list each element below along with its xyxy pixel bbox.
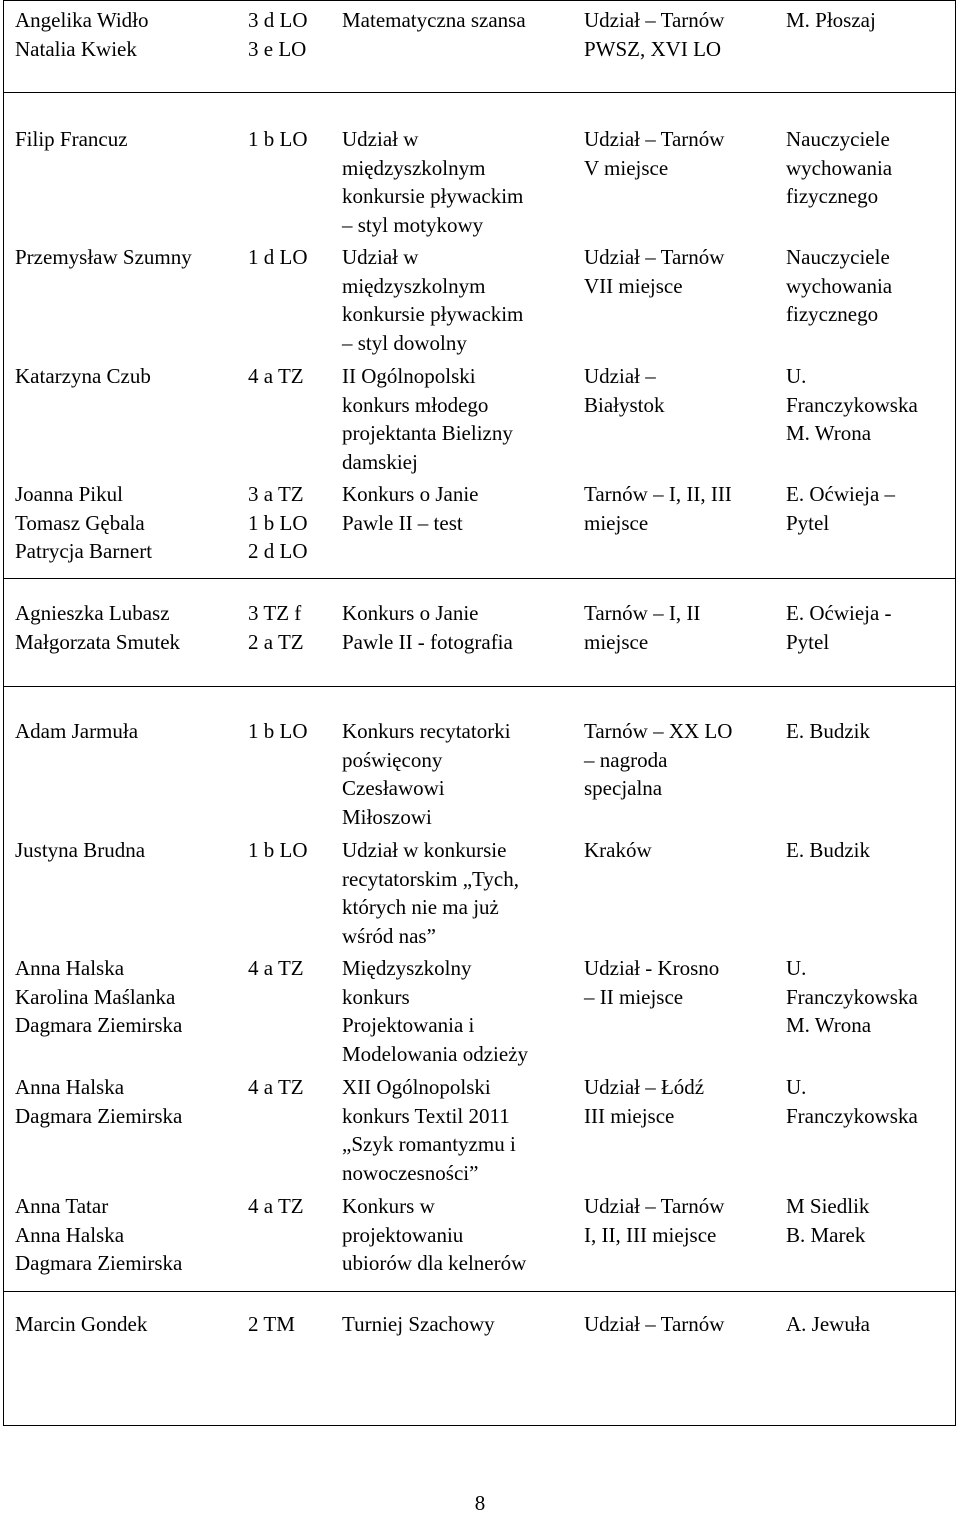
result-cell bbox=[584, 1073, 774, 1130]
table-rule bbox=[955, 0, 956, 1426]
cell-line: Nauczyciele bbox=[786, 127, 890, 151]
cell-line: wśród nas” bbox=[342, 923, 436, 948]
cell-line: PWSZ, XVI LO bbox=[584, 36, 722, 61]
teacher-cell bbox=[786, 1192, 951, 1249]
result-cell bbox=[584, 362, 774, 419]
cell-line: Patrycja Barnert bbox=[15, 539, 153, 563]
class-cell bbox=[248, 836, 338, 865]
cell-line: Tarnów – I, II, III bbox=[584, 482, 732, 506]
cell-line: Franczykowska bbox=[786, 1103, 918, 1128]
cell-line: Konkurs o Janie bbox=[342, 482, 479, 506]
cell-line: Agnieszka Lubasz bbox=[15, 601, 170, 625]
result-cell bbox=[584, 1192, 774, 1249]
cell-line: Dagmara Ziemirska bbox=[15, 1103, 183, 1128]
cell-line: Filip Francuz bbox=[15, 127, 128, 151]
cell-line: międzyszkolnym bbox=[342, 155, 486, 180]
teacher-cell bbox=[786, 954, 951, 1040]
student-names bbox=[15, 1073, 240, 1130]
cell-line: III miejsce bbox=[584, 1103, 675, 1128]
cell-line: Udział – Tarnów bbox=[584, 1312, 725, 1336]
table-rule bbox=[3, 578, 956, 579]
cell-line: 1 b LO bbox=[248, 719, 308, 743]
cell-line: poświęcony bbox=[342, 747, 443, 772]
cell-line: ubiorów dla kelnerów bbox=[342, 1251, 527, 1275]
cell-line: Projektowania i bbox=[342, 1013, 475, 1037]
cell-line: 3 a TZ bbox=[248, 482, 304, 506]
result-cell bbox=[584, 243, 774, 300]
cell-line: Tarnów – XX LO bbox=[584, 719, 733, 743]
cell-line: 4 a TZ bbox=[248, 1194, 304, 1218]
student-names bbox=[15, 954, 240, 1040]
cell-line: Udział – bbox=[584, 364, 656, 388]
cell-line: U. bbox=[786, 364, 807, 388]
cell-line: Justyna Brudna bbox=[15, 838, 146, 862]
cell-line: konkurs bbox=[342, 984, 410, 1009]
table-rule bbox=[3, 686, 956, 687]
student-names bbox=[15, 362, 240, 391]
cell-line: Pawle II - fotografia bbox=[342, 629, 513, 654]
cell-line: Czesławowi bbox=[342, 776, 445, 800]
cell-line: konkurs młodego bbox=[342, 392, 489, 417]
cell-line: „Szyk romantyzmu i bbox=[342, 1132, 516, 1156]
table-rule bbox=[3, 92, 956, 93]
cell-line: wychowania bbox=[786, 155, 893, 180]
table-rule bbox=[3, 1425, 956, 1426]
cell-line: M. Płoszaj bbox=[786, 8, 876, 32]
cell-line: Anna Halska bbox=[15, 1075, 125, 1099]
cell-line: 2 TM bbox=[248, 1312, 295, 1336]
cell-line: 4 a TZ bbox=[248, 956, 304, 980]
cell-line: U. bbox=[786, 956, 807, 980]
cell-line: Angelika Widło bbox=[15, 8, 149, 32]
cell-line: konkursie pływackim bbox=[342, 184, 524, 208]
page-number: 8 bbox=[474, 1491, 486, 1515]
cell-line: Franczykowska bbox=[786, 984, 918, 1009]
event-cell bbox=[342, 717, 577, 831]
cell-line: specjalna bbox=[584, 776, 663, 800]
cell-line: Tomasz Gębala bbox=[15, 510, 145, 535]
result-cell bbox=[584, 599, 774, 656]
cell-line: projektowaniu bbox=[342, 1222, 464, 1247]
cell-line: Matematyczna szansa bbox=[342, 8, 526, 32]
cell-line: Modelowania odzieży bbox=[342, 1041, 529, 1066]
cell-line: Udział w bbox=[342, 127, 419, 151]
cell-line: Anna Halska bbox=[15, 956, 125, 980]
class-cell bbox=[248, 717, 338, 746]
class-cell bbox=[248, 362, 338, 391]
cell-line: – II miejsce bbox=[584, 984, 684, 1009]
cell-line: miejsce bbox=[584, 510, 649, 535]
event-cell bbox=[342, 1073, 577, 1187]
class-cell bbox=[248, 243, 338, 272]
cell-line: U. bbox=[786, 1075, 807, 1099]
cell-line: 3 d LO bbox=[248, 8, 308, 32]
cell-line: Adam Jarmuła bbox=[15, 719, 139, 743]
cell-line: Tarnów – I, II bbox=[584, 601, 701, 625]
cell-line: VII miejsce bbox=[584, 273, 683, 298]
cell-line: M. Wrona bbox=[786, 1013, 872, 1037]
student-names bbox=[15, 480, 240, 566]
class-cell bbox=[248, 1073, 338, 1102]
cell-line: I, II, III miejsce bbox=[584, 1222, 717, 1247]
cell-line: E. Oćwieja – bbox=[786, 482, 896, 506]
event-cell bbox=[342, 599, 577, 656]
student-names bbox=[15, 717, 240, 746]
class-cell bbox=[248, 954, 338, 983]
cell-line: Białystok bbox=[584, 392, 665, 417]
event-cell bbox=[342, 125, 577, 239]
cell-line: Kraków bbox=[584, 838, 652, 862]
cell-line: E. Budzik bbox=[786, 719, 870, 743]
cell-line: 2 a TZ bbox=[248, 629, 304, 654]
cell-line: Udział w bbox=[342, 245, 419, 269]
cell-line: Udział – Tarnów bbox=[584, 127, 725, 151]
cell-line: Udział – Łódź bbox=[584, 1075, 705, 1099]
cell-line: – styl dowolny bbox=[342, 330, 467, 355]
cell-line: Przemysław Szumny bbox=[15, 245, 192, 269]
cell-line: Anna Halska bbox=[15, 1222, 125, 1247]
cell-line: Udział - Krosno bbox=[584, 956, 720, 980]
teacher-cell bbox=[786, 717, 951, 746]
teacher-cell bbox=[786, 1310, 951, 1339]
result-cell bbox=[584, 6, 774, 63]
teacher-cell bbox=[786, 125, 951, 211]
cell-line: Pytel bbox=[786, 629, 830, 654]
table-rule bbox=[3, 0, 4, 1426]
cell-line: Udział – Tarnów bbox=[584, 245, 725, 269]
table-rule bbox=[3, 0, 956, 1]
cell-line: konkursie pływackim bbox=[342, 302, 524, 326]
event-cell bbox=[342, 1192, 577, 1278]
cell-line: M Siedlik bbox=[786, 1194, 870, 1218]
cell-line: wychowania bbox=[786, 273, 893, 298]
cell-line: Turniej Szachowy bbox=[342, 1312, 495, 1336]
class-cell bbox=[248, 125, 338, 154]
result-cell bbox=[584, 1310, 774, 1339]
cell-line: Małgorzata Smutek bbox=[15, 629, 181, 654]
cell-line: – styl motykowy bbox=[342, 212, 484, 237]
result-cell bbox=[584, 125, 774, 182]
cell-line: międzyszkolnym bbox=[342, 273, 486, 298]
event-cell bbox=[342, 836, 577, 950]
teacher-cell bbox=[786, 6, 951, 35]
cell-line: 1 b LO bbox=[248, 510, 308, 535]
cell-line: damskiej bbox=[342, 449, 418, 474]
cell-line: B. Marek bbox=[786, 1222, 866, 1247]
cell-line: II Ogólnopolski bbox=[342, 364, 476, 388]
cell-line: V miejsce bbox=[584, 155, 669, 180]
student-names bbox=[15, 125, 240, 154]
result-cell bbox=[584, 954, 774, 1011]
result-cell bbox=[584, 717, 774, 803]
student-names bbox=[15, 1192, 240, 1278]
cell-line: 3 e LO bbox=[248, 36, 307, 61]
cell-line: Konkurs recytatorki bbox=[342, 719, 511, 743]
cell-line: projektanta Bielizny bbox=[342, 421, 513, 445]
teacher-cell bbox=[786, 1073, 951, 1130]
student-names bbox=[15, 836, 240, 865]
cell-line: nowoczesności” bbox=[342, 1160, 479, 1185]
table-rule bbox=[3, 1291, 956, 1292]
cell-line: Nauczyciele bbox=[786, 245, 890, 269]
cell-line: fizycznego bbox=[786, 184, 879, 208]
cell-line: Franczykowska bbox=[786, 392, 918, 417]
cell-line: Miłoszowi bbox=[342, 804, 432, 829]
cell-line: recytatorskim „Tych, bbox=[342, 866, 519, 891]
student-names bbox=[15, 599, 240, 656]
class-cell bbox=[248, 1310, 338, 1339]
class-cell bbox=[248, 480, 338, 566]
teacher-cell bbox=[786, 836, 951, 865]
teacher-cell bbox=[786, 480, 951, 537]
cell-line: A. Jewuła bbox=[786, 1312, 870, 1336]
class-cell bbox=[248, 1192, 338, 1221]
student-names bbox=[15, 1310, 240, 1339]
cell-line: Konkurs o Janie bbox=[342, 601, 479, 625]
result-cell bbox=[584, 480, 774, 537]
event-cell bbox=[342, 1310, 577, 1339]
cell-line: Dagmara Ziemirska bbox=[15, 1251, 183, 1275]
cell-line: Anna Tatar bbox=[15, 1194, 109, 1218]
event-cell bbox=[342, 954, 577, 1068]
cell-line: Udział – Tarnów bbox=[584, 8, 725, 32]
cell-line: E. Budzik bbox=[786, 838, 870, 862]
cell-line: Natalia Kwiek bbox=[15, 36, 137, 61]
cell-line: Pawle II – test bbox=[342, 510, 463, 535]
cell-line: 4 a TZ bbox=[248, 364, 304, 388]
cell-line: 1 d LO bbox=[248, 245, 308, 269]
cell-line: XII Ogólnopolski bbox=[342, 1075, 491, 1099]
teacher-cell bbox=[786, 599, 951, 656]
teacher-cell bbox=[786, 362, 951, 448]
cell-line: 1 b LO bbox=[248, 127, 308, 151]
cell-line: konkurs Textil 2011 bbox=[342, 1103, 510, 1128]
cell-line: Udział w konkursie bbox=[342, 838, 507, 862]
cell-line: Konkurs w bbox=[342, 1194, 435, 1218]
cell-line: miejsce bbox=[584, 629, 649, 654]
cell-line: Marcin Gondek bbox=[15, 1312, 148, 1336]
event-cell bbox=[342, 362, 577, 476]
cell-line: – nagroda bbox=[584, 747, 668, 772]
cell-line: Międzyszkolny bbox=[342, 956, 472, 980]
class-cell bbox=[248, 599, 338, 656]
result-cell bbox=[584, 836, 774, 865]
class-cell bbox=[248, 6, 338, 63]
cell-line: 1 b LO bbox=[248, 838, 308, 862]
cell-line: Dagmara Ziemirska bbox=[15, 1013, 183, 1037]
cell-line: Katarzyna Czub bbox=[15, 364, 151, 388]
cell-line: 4 a TZ bbox=[248, 1075, 304, 1099]
event-cell bbox=[342, 243, 577, 357]
teacher-cell bbox=[786, 243, 951, 329]
cell-line: Udział – Tarnów bbox=[584, 1194, 725, 1218]
student-names bbox=[15, 6, 240, 63]
cell-line: 2 d LO bbox=[248, 539, 308, 563]
cell-line: Karolina Maślanka bbox=[15, 984, 176, 1009]
cell-line: M. Wrona bbox=[786, 421, 872, 445]
student-names bbox=[15, 243, 240, 272]
cell-line: 3 TZ f bbox=[248, 601, 302, 625]
cell-line: E. Oćwieja - bbox=[786, 601, 892, 625]
cell-line: fizycznego bbox=[786, 302, 879, 326]
cell-line: Joanna Pikul bbox=[15, 482, 123, 506]
cell-line: których nie ma już bbox=[342, 895, 499, 919]
event-cell bbox=[342, 6, 577, 35]
cell-line: Pytel bbox=[786, 510, 830, 535]
event-cell bbox=[342, 480, 577, 537]
